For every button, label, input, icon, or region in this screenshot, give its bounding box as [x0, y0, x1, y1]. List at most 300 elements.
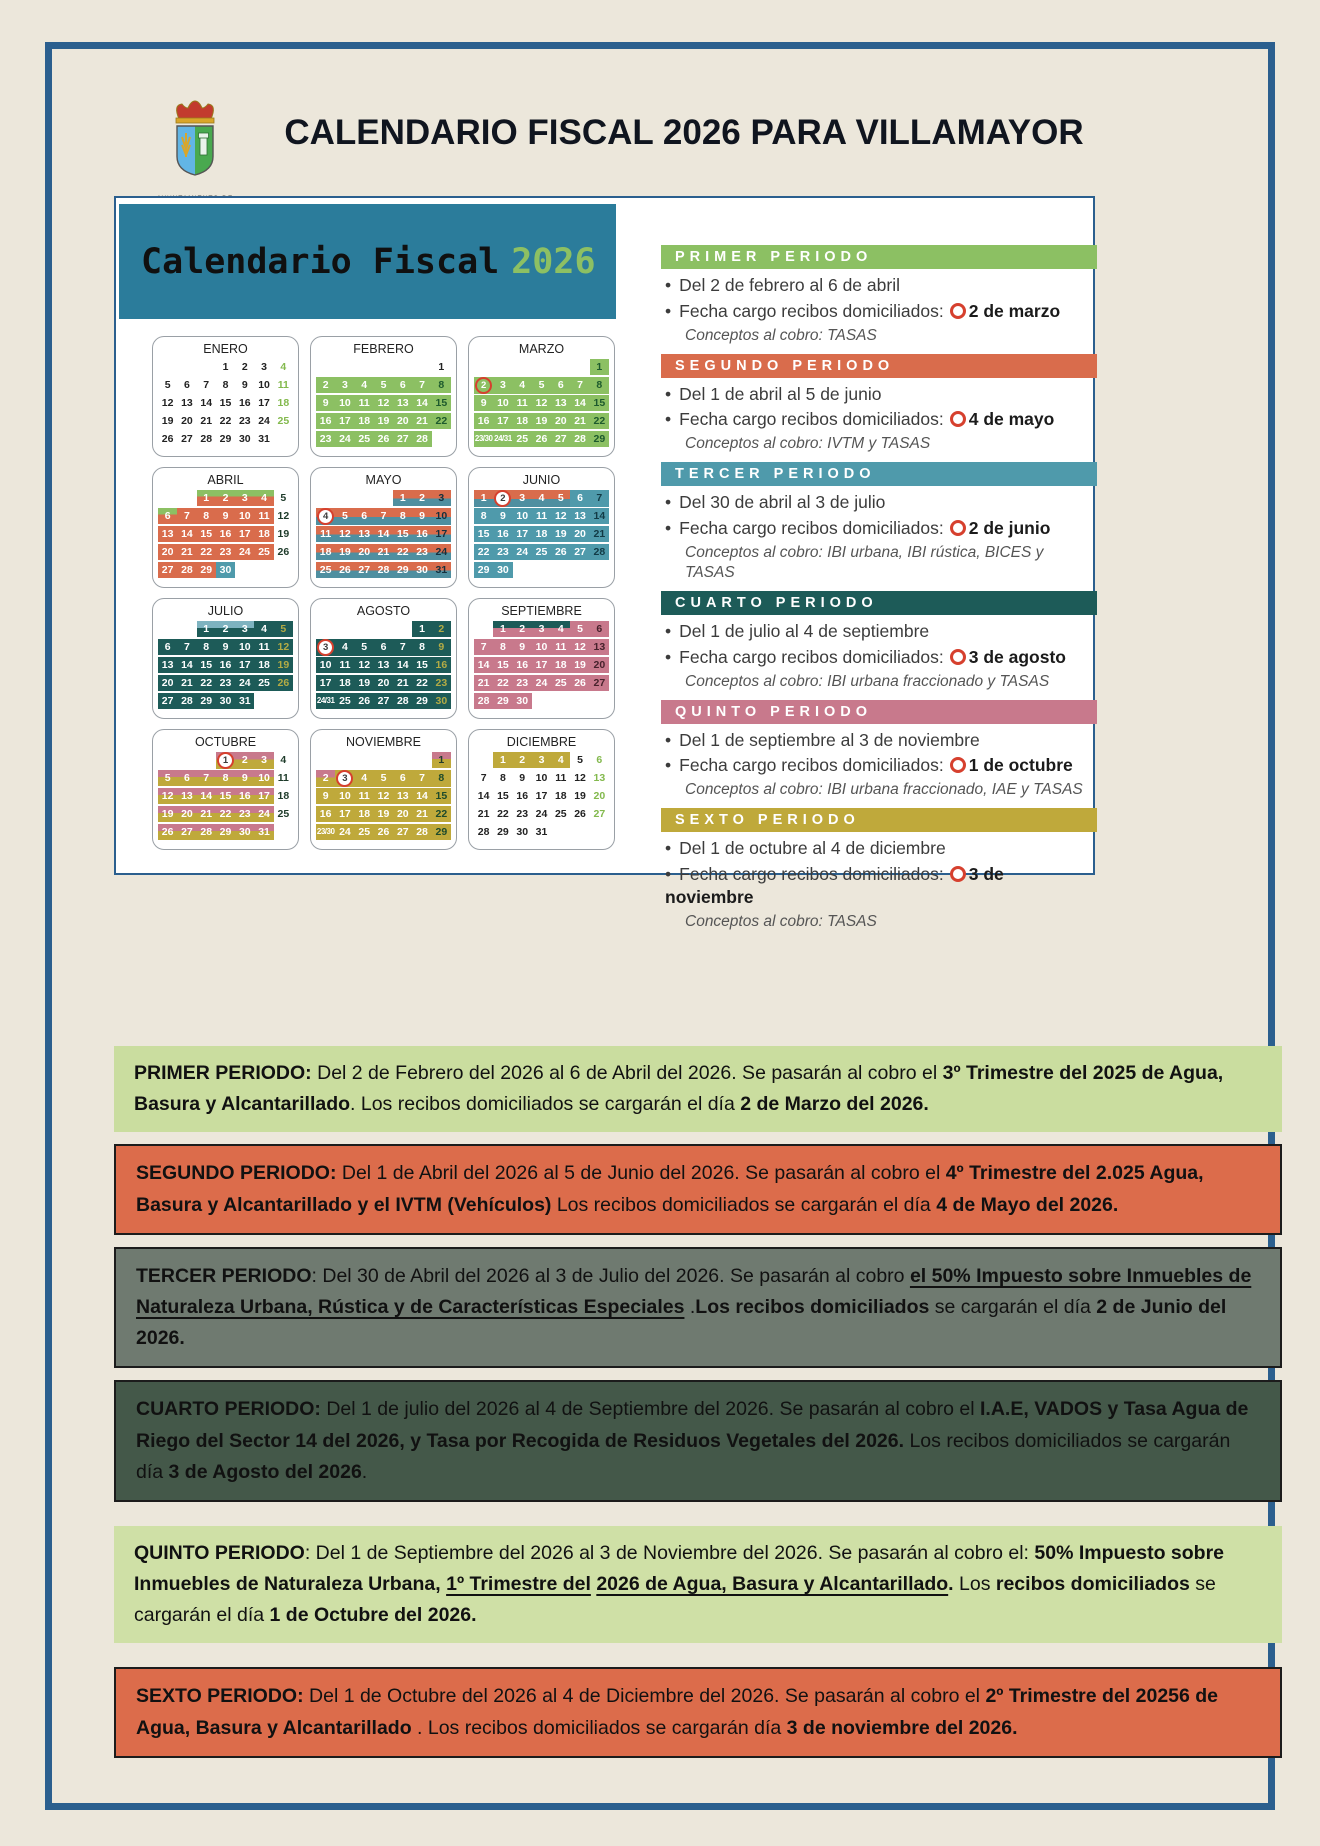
day-cell: 26	[551, 544, 570, 560]
day-cell: 9	[412, 508, 431, 525]
day-cell: 17	[258, 396, 270, 409]
week-row	[316, 621, 451, 637]
period-section-6	[661, 808, 1097, 931]
day-cell: 16	[513, 657, 532, 673]
day-cell: 2	[241, 360, 248, 373]
day-cell: 5	[158, 770, 177, 786]
day-cell: 22	[474, 544, 493, 560]
day-cell	[355, 490, 374, 506]
text-segment: : Del 1 de Septiembre del 2026 al 3 de Noviembre del 2026. Se pasarán al cobro el:	[304, 1541, 1035, 1564]
period-range-line	[665, 491, 1097, 514]
day-cell: 27	[393, 824, 412, 840]
period-concepts-line: Conceptos al cobro: IBI urbana fraccionado y TASAS	[685, 672, 1050, 690]
week-row	[316, 693, 451, 709]
day-cell: 3	[335, 377, 354, 393]
month-name: NOVIEMBRE	[345, 735, 421, 749]
day-cell: 12	[355, 657, 374, 673]
bullet-icon: •	[665, 518, 672, 539]
day-cell: 2	[513, 752, 532, 768]
day-cell	[532, 359, 551, 375]
poster-title: Calendario Fiscal	[141, 241, 500, 282]
day-cell: 7	[590, 490, 609, 507]
day-cell: 7	[197, 770, 216, 786]
period-charge-line	[665, 863, 1097, 909]
day-cell	[355, 752, 374, 768]
day-cell	[474, 752, 493, 768]
day-cell: 26	[532, 431, 551, 447]
rect-element	[199, 133, 209, 138]
month-name: AGOSTO	[356, 604, 411, 618]
month-card-mayo	[310, 467, 457, 588]
day-cell: 3	[493, 377, 512, 394]
day-cell: 27	[181, 432, 193, 445]
day-cell: 12	[374, 395, 393, 411]
day-cell: 15	[393, 526, 412, 542]
day-cell: 15	[197, 526, 216, 542]
period-range-text: Del 1 de septiembre al 3 de noviembre	[679, 729, 980, 750]
day-cell: 18	[532, 526, 551, 542]
period-section-4	[661, 591, 1097, 692]
day-cell	[570, 824, 589, 840]
day-cell	[177, 621, 196, 637]
week-row	[474, 431, 609, 447]
day-cell: 6	[570, 490, 589, 507]
day-cell	[355, 621, 374, 637]
text-segment: 3º Trimestre del 2025 de Agua, Basura y Alcantarillado	[134, 1062, 1224, 1116]
day-cell	[335, 770, 354, 787]
week-row	[316, 431, 451, 447]
day-cell: 12	[574, 771, 586, 784]
day-cell: 11	[555, 771, 567, 784]
day-cell: 13	[374, 657, 393, 673]
day-cell: 7	[412, 770, 431, 787]
day-cell: 28	[200, 432, 213, 445]
day-cell: 30	[216, 562, 235, 578]
day-cell: 21	[177, 675, 196, 691]
charge-date: 3 de agosto	[968, 646, 1066, 667]
day-cell: 17	[254, 788, 273, 804]
day-cell: 19	[277, 527, 290, 540]
week-row	[158, 413, 293, 429]
month-name: OCTUBRE	[194, 735, 257, 749]
day-cell: 11	[316, 526, 335, 542]
month-card-abril	[152, 467, 299, 588]
day-cell: 31	[432, 562, 451, 578]
day-cell: 31	[258, 432, 270, 445]
day-cell	[177, 490, 196, 506]
day-cell: 20	[393, 806, 412, 822]
period-concepts-line: Conceptos al cobro: TASAS	[685, 912, 877, 930]
day-cell	[316, 752, 335, 768]
week-row	[474, 806, 609, 822]
day-cell: 26	[158, 824, 177, 840]
day-cell: 12	[274, 639, 293, 655]
period-description-block-4	[114, 1380, 1282, 1502]
period-description-block-1	[114, 1046, 1282, 1132]
day-cell: 24/31	[316, 693, 335, 709]
day-cell: 6	[177, 770, 196, 786]
charge-circle-icon	[950, 649, 966, 665]
day-cell: 7	[203, 378, 210, 391]
text-segment: 2º Trimestre del 20256 de Agua, Basura y Alcantarillado	[136, 1685, 1219, 1739]
day-cell: 6	[355, 508, 374, 525]
day-cell	[393, 359, 412, 375]
week-row	[316, 788, 451, 804]
period-charge-line	[665, 754, 1097, 777]
day-cell	[513, 562, 532, 578]
day-cell: 3	[432, 490, 451, 506]
day-cell: 24	[513, 544, 532, 560]
period-concepts-line: Conceptos al cobro: IBI urbana fraccionado, IAE y TASAS	[685, 781, 1083, 799]
week-row	[474, 526, 609, 542]
day-cell	[374, 621, 393, 637]
day-cell: 6	[590, 621, 609, 637]
day-cell: 16	[238, 396, 251, 409]
charge-date: 3 de noviembre	[665, 864, 1004, 907]
day-cell: 25	[277, 807, 290, 820]
month-name: DICIEMBRE	[506, 735, 577, 749]
day-cell	[374, 752, 393, 768]
day-cell	[374, 490, 393, 506]
day-cell: 29	[432, 824, 451, 840]
day-cell: 25	[335, 693, 354, 709]
day-cell: 15	[497, 789, 509, 802]
day-cell: 16	[432, 657, 451, 673]
day-cell: 15	[216, 788, 235, 804]
week-row	[158, 639, 293, 655]
month-card-septiembre	[468, 598, 615, 719]
charge-label: Fecha cargo recibos domiciliados:	[679, 646, 944, 667]
day-cell: 7	[177, 508, 196, 524]
day-cell: 29	[393, 562, 412, 578]
month-name: JUNIO	[522, 473, 561, 487]
charge-date: 1 de octubre	[968, 755, 1073, 776]
day-cell: 17	[316, 675, 335, 691]
day-cell: 9	[241, 378, 248, 391]
period-description-block-2	[114, 1144, 1282, 1234]
day-cell: 4	[280, 360, 287, 373]
day-cell: 17	[235, 526, 254, 542]
day-cell: 19	[374, 806, 393, 822]
text-segment: . Los recibos domiciliados se cargarán el día	[350, 1093, 741, 1116]
charge-day-circle-icon: 2	[475, 377, 492, 394]
charge-circle-icon	[950, 757, 966, 773]
day-cell: 21	[590, 526, 609, 542]
day-cell: 24/31	[493, 431, 512, 447]
day-cell: 14	[474, 657, 493, 673]
day-cell: 7	[374, 508, 393, 525]
day-cell	[158, 359, 177, 375]
day-cell: 25	[355, 824, 374, 840]
periods-list	[661, 245, 1097, 940]
month-name: SEPTIEMBRE	[501, 604, 582, 618]
week-row	[474, 359, 609, 375]
day-cell: 27	[570, 544, 589, 560]
day-cell: 27	[158, 562, 177, 578]
week-row	[316, 490, 451, 506]
day-cell: 20	[177, 806, 196, 822]
week-row	[474, 824, 609, 840]
period-range-line	[665, 837, 1097, 860]
day-cell	[335, 621, 354, 637]
day-cell: 17	[535, 789, 548, 802]
day-cell: 6	[184, 378, 190, 391]
week-row	[474, 508, 609, 524]
week-row	[316, 413, 451, 429]
day-cell: 10	[432, 508, 451, 525]
text-segment: 3 de noviembre del 2026	[786, 1716, 1013, 1739]
text-segment: 50% Impuesto sobre Inmuebles de Naturaleza Urbana,	[134, 1541, 1225, 1596]
charge-day-circle-icon: 3	[317, 639, 334, 656]
day-cell	[197, 752, 216, 769]
rect-element	[200, 137, 207, 155]
day-cell: 13	[551, 395, 570, 411]
day-cell: 6	[158, 508, 177, 524]
day-cell: 16	[235, 788, 254, 804]
charge-label: Fecha cargo recibos domiciliados:	[679, 755, 944, 776]
day-cell: 20	[181, 414, 193, 427]
day-cell: 6	[596, 753, 603, 766]
text-segment: 4º Trimestre del 2.025 Agua, Basura y Alcantarillado y el IVTM (Vehículos)	[136, 1162, 1204, 1216]
text-segment: .	[684, 1295, 696, 1318]
day-cell: 2	[235, 752, 254, 769]
day-cell: 29	[197, 562, 216, 578]
day-cell	[335, 490, 354, 506]
day-cell: 7	[393, 639, 412, 656]
day-cell: 19	[574, 789, 586, 802]
day-cell: 18	[316, 544, 335, 560]
day-cell: 8	[197, 508, 216, 524]
day-cell: 25	[532, 544, 551, 560]
day-cell: 2	[513, 621, 532, 637]
day-cell: 25	[254, 544, 273, 560]
day-cell: 18	[254, 526, 273, 542]
charge-circle-icon	[950, 303, 966, 319]
week-row	[158, 359, 293, 375]
day-cell	[551, 359, 570, 375]
day-cell: 21	[200, 414, 213, 427]
day-cell: 21	[177, 544, 196, 560]
day-cell: 5	[374, 377, 393, 393]
period-title-bar: SEXTO PERIODO	[661, 808, 1097, 832]
week-row	[158, 544, 293, 560]
day-cell: 21	[197, 806, 216, 822]
day-cell: 10	[254, 770, 273, 786]
day-cell: 12	[277, 509, 290, 522]
day-cell: 9	[474, 395, 493, 411]
day-cell: 8	[474, 508, 493, 524]
day-cell: 16	[474, 413, 493, 429]
week-row	[316, 508, 451, 524]
day-cell: 20	[393, 413, 412, 429]
charge-date: 2 de junio	[968, 518, 1051, 539]
day-cell: 11	[277, 771, 289, 784]
day-cell: 9	[493, 508, 512, 524]
day-cell: 21	[474, 675, 493, 691]
text-segment: .	[948, 1573, 954, 1596]
bullet-icon: •	[665, 646, 672, 667]
period-title-bar: CUARTO PERIODO	[661, 591, 1097, 615]
day-cell: 18	[254, 657, 273, 673]
charge-date: 2 de marzo	[968, 300, 1061, 321]
day-cell: 8	[493, 639, 512, 655]
month-name: JULIO	[207, 604, 244, 618]
week-row	[474, 395, 609, 411]
day-cell: 12	[335, 526, 354, 542]
charge-label: Fecha cargo recibos domiciliados:	[679, 300, 944, 321]
day-cell: 25	[277, 414, 290, 427]
day-cell: 20	[593, 789, 606, 802]
day-cell: 11	[513, 395, 532, 411]
day-cell: 30	[235, 824, 254, 840]
day-cell: 19	[374, 413, 393, 429]
day-cell: 28	[477, 825, 490, 838]
day-cell: 30	[493, 562, 512, 578]
months-grid	[152, 336, 617, 850]
day-cell	[532, 562, 551, 578]
day-cell: 8	[222, 378, 229, 391]
day-cell: 29	[219, 432, 232, 445]
week-row	[316, 544, 451, 560]
period-section-3	[661, 462, 1097, 583]
day-cell: 11	[277, 378, 289, 391]
day-cell: 10	[258, 378, 270, 391]
day-cell: 12	[551, 508, 570, 524]
charge-day-circle-icon: 1	[217, 752, 234, 769]
day-cell: 14	[374, 526, 393, 542]
day-cell: 17	[513, 526, 532, 542]
day-cell: 19	[158, 806, 177, 822]
day-cell: 10	[493, 395, 512, 411]
day-cell: 24	[535, 807, 548, 820]
day-cell: 5	[280, 491, 287, 504]
day-cell: 16	[216, 657, 235, 673]
day-cell: 2	[412, 490, 431, 506]
day-cell: 22	[219, 414, 232, 427]
day-cell: 4	[280, 754, 287, 767]
day-cell: 13	[158, 657, 177, 673]
day-cell: 8	[197, 639, 216, 655]
day-cell: 10	[532, 639, 551, 655]
month-name: ENERO	[203, 342, 248, 356]
day-cell: 30	[516, 825, 529, 838]
day-cell: 5	[532, 377, 551, 394]
day-cell: 15	[432, 395, 451, 411]
rect-element	[176, 118, 214, 123]
day-cell: 30	[513, 693, 532, 709]
text-segment: I.A.E, VADOS y Tasa Agua de Riego del Sector 14 del 2026, y Tasa por Recogida de Residuos Vegetales del 2026.	[136, 1398, 1249, 1452]
week-row	[158, 657, 293, 673]
day-cell: 29	[197, 693, 216, 709]
day-cell: 1	[222, 360, 229, 373]
day-cell	[474, 359, 493, 375]
day-cell: 4	[532, 490, 551, 507]
day-cell: 2	[316, 770, 335, 787]
day-cell: 13	[593, 771, 606, 784]
text-segment: QUINTO PERIODO	[134, 1541, 305, 1564]
day-cell: 23/30	[474, 431, 493, 447]
day-cell: 21	[477, 807, 490, 820]
day-cell: 19	[161, 414, 174, 427]
day-cell: 8	[590, 377, 609, 394]
charge-circle-icon	[950, 520, 966, 536]
day-cell: 29	[590, 431, 609, 447]
day-cell: 5	[335, 508, 354, 525]
day-cell: 27	[177, 824, 196, 840]
day-cell: 31	[535, 825, 548, 838]
day-cell: 2	[216, 490, 235, 506]
day-cell: 15	[412, 657, 431, 673]
week-row	[316, 395, 451, 411]
month-card-diciembre	[468, 729, 615, 850]
week-row	[158, 770, 293, 786]
month-name: MARZO	[518, 342, 565, 356]
day-cell: 19	[570, 657, 589, 673]
week-row	[158, 431, 293, 447]
day-cell	[274, 824, 293, 840]
week-row	[316, 359, 451, 375]
week-row	[158, 377, 293, 393]
day-cell	[590, 693, 609, 709]
month-name: ABRIL	[207, 473, 244, 487]
day-cell: 4	[513, 377, 532, 394]
day-cell: 13	[590, 639, 609, 655]
day-cell: 23	[493, 544, 512, 560]
day-cell: 17	[432, 526, 451, 542]
week-row	[316, 752, 451, 768]
week-row	[474, 752, 609, 768]
day-cell: 3	[235, 490, 254, 506]
day-cell: 23	[238, 414, 251, 427]
day-cell: 4	[254, 490, 273, 506]
charge-date: 4 de mayo	[968, 409, 1055, 430]
day-cell: 1	[493, 621, 512, 637]
day-cell	[590, 562, 609, 578]
crown-icon	[177, 101, 214, 119]
month-name: MAYO	[365, 473, 402, 487]
text-segment: el 50% Impuesto sobre Inmuebles de Naturaleza Urbana, Rústica y de Características Especiales	[136, 1264, 1252, 1318]
text-segment: recibos domiciliados	[995, 1573, 1190, 1596]
day-cell: 3	[513, 490, 532, 507]
day-cell: 27	[593, 807, 606, 820]
bullet-icon: •	[665, 755, 672, 776]
bullet-icon: •	[665, 275, 672, 295]
page-border-frame	[45, 42, 1275, 1810]
day-cell: 8	[500, 771, 506, 784]
day-cell: 1	[493, 752, 512, 768]
week-row	[158, 562, 293, 578]
day-cell: 7	[474, 639, 493, 655]
day-cell: 18	[335, 675, 354, 691]
day-cell	[254, 693, 273, 709]
day-cell: 23	[216, 544, 235, 560]
day-cell: 11	[254, 508, 273, 524]
day-cell: 22	[590, 413, 609, 429]
day-cell: 13	[177, 788, 196, 804]
day-cell: 19	[274, 657, 293, 673]
week-row	[316, 562, 451, 578]
period-range-line	[665, 274, 1097, 297]
tower-icon	[199, 133, 209, 155]
day-cell: 22	[497, 807, 509, 820]
day-cell: 14	[412, 395, 431, 411]
month-card-marzo	[468, 336, 615, 457]
text-segment: SEXTO PERIODO:	[136, 1685, 304, 1708]
day-cell: 16	[316, 806, 335, 822]
day-cell: 10	[235, 639, 254, 655]
day-cell: 4	[335, 639, 354, 656]
day-cell: 25	[513, 431, 532, 447]
